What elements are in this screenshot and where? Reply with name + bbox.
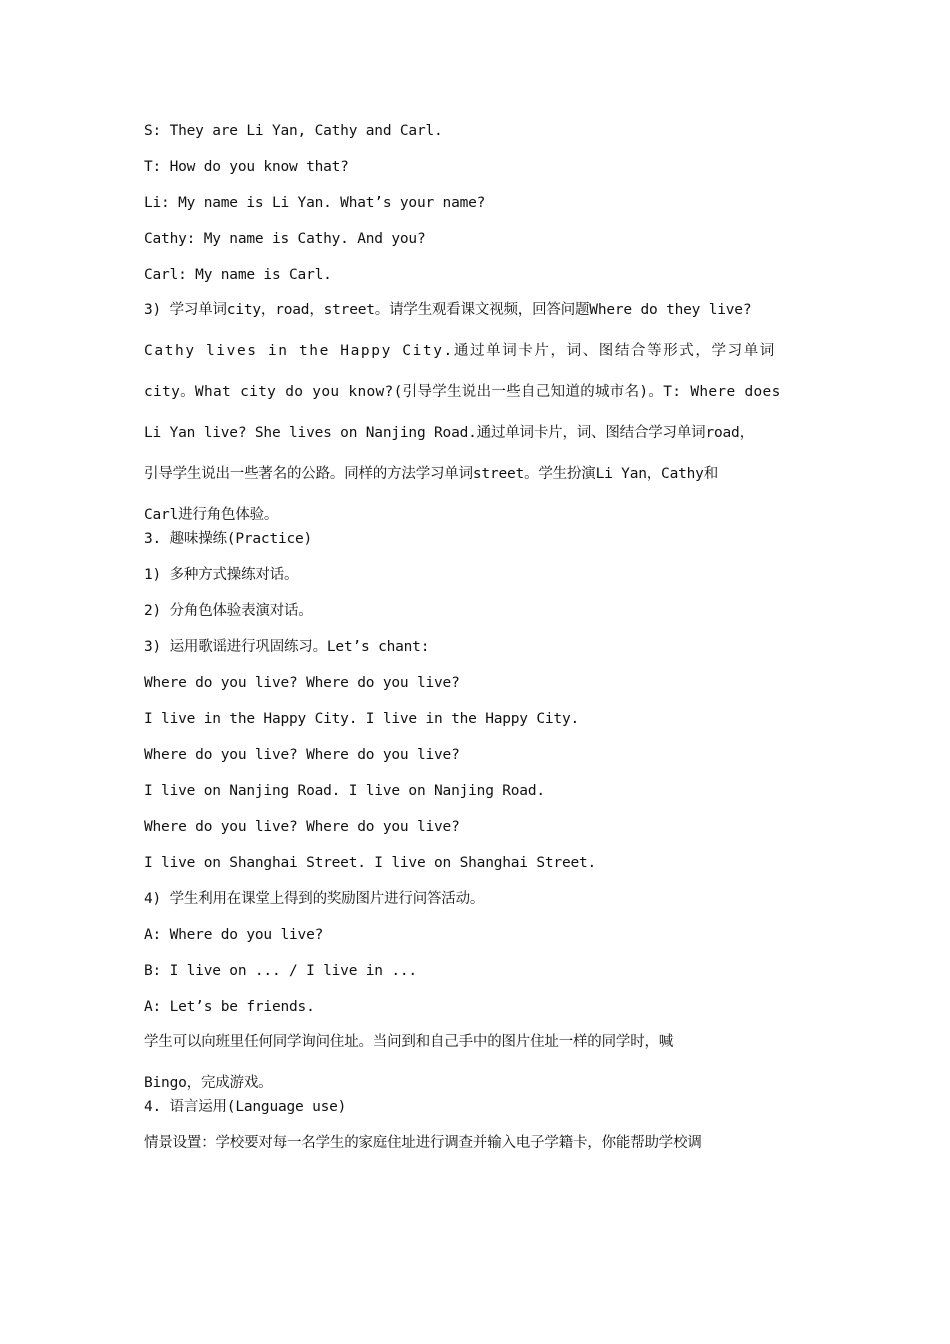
- paragraph-line: Li Yan live? She lives on Nanjing Road.通过单词卡片，词、图结合学习单词road，: [144, 425, 754, 441]
- chant-line: I live on Shanghai Street. I live on Shanghai Street.: [144, 855, 597, 871]
- paragraph-line: city。What city do you know?(引导学生说出一些自己知道的城市名)。T: Where does: [144, 384, 781, 400]
- chant-line: Where do you live? Where do you live?: [144, 675, 460, 691]
- dialogue-line: Li: My name is Li Yan. What’s your name?: [144, 195, 486, 211]
- chant-line: I live on Nanjing Road. I live on Nanjing Road.: [144, 783, 545, 799]
- chant-line: Where do you live? Where do you live?: [144, 747, 460, 763]
- list-item: 3) 运用歌谣进行巩固练习。Let’s chant:: [144, 639, 430, 655]
- dialogue-line: T: How do you know that?: [144, 159, 349, 175]
- qa-line: B: I live on ... / I live in ...: [144, 963, 417, 979]
- paragraph-line: 学生可以向班里任何同学询问住址。当问到和自己手中的图片住址一样的同学时，喊: [144, 1034, 674, 1050]
- dialogue-line: S: They are Li Yan, Cathy and Carl.: [144, 123, 443, 139]
- paragraph-line: Bingo，完成游戏。: [144, 1075, 273, 1091]
- section-heading: 3. 趣味操练(Practice): [144, 531, 313, 547]
- list-item: 1) 多种方式操练对话。: [144, 567, 299, 583]
- qa-line: A: Where do you live?: [144, 927, 324, 943]
- practice-section: [144, 530, 808, 1034]
- paragraph-line: Cathy lives in the Happy City.通过单词卡片，词、图结合等形式，学习单词: [144, 343, 776, 359]
- paragraph-line: 3) 学习单词city，road，street。请学生观看课文视频，回答问题Where do they live?: [144, 302, 752, 318]
- list-item: 2) 分角色体验表演对话。: [144, 603, 313, 619]
- paragraph-line: 引导学生说出一些著名的公路。同样的方法学习单词street。学生扮演Li Yan，Cathy和: [144, 466, 719, 482]
- paragraph-line: 情景设置：学校要对每一名学生的家庭住址进行调查并输入电子学籍卡，你能帮助学校调: [144, 1135, 702, 1151]
- dialogue-line: Carl: My name is Carl.: [144, 267, 332, 283]
- dialogue-line: Cathy: My name is Cathy. And you?: [144, 231, 426, 247]
- paragraph-line: Carl进行角色体验。: [144, 507, 279, 523]
- language-use-section: [144, 1098, 808, 1170]
- list-item: 4) 学生利用在课堂上得到的奖励图片进行问答活动。: [144, 891, 485, 907]
- section-heading: 4. 语言运用(Language use): [144, 1099, 347, 1115]
- chant-line: Where do you live? Where do you live?: [144, 819, 460, 835]
- chant-line: I live in the Happy City. I live in the Happy City.: [144, 711, 580, 727]
- dialogue-block: [144, 122, 808, 302]
- game-paragraph: [144, 1022, 808, 1104]
- step3-paragraph: [144, 290, 808, 536]
- document-page: [144, 122, 808, 1170]
- qa-line: A: Let’s be friends.: [144, 999, 315, 1015]
